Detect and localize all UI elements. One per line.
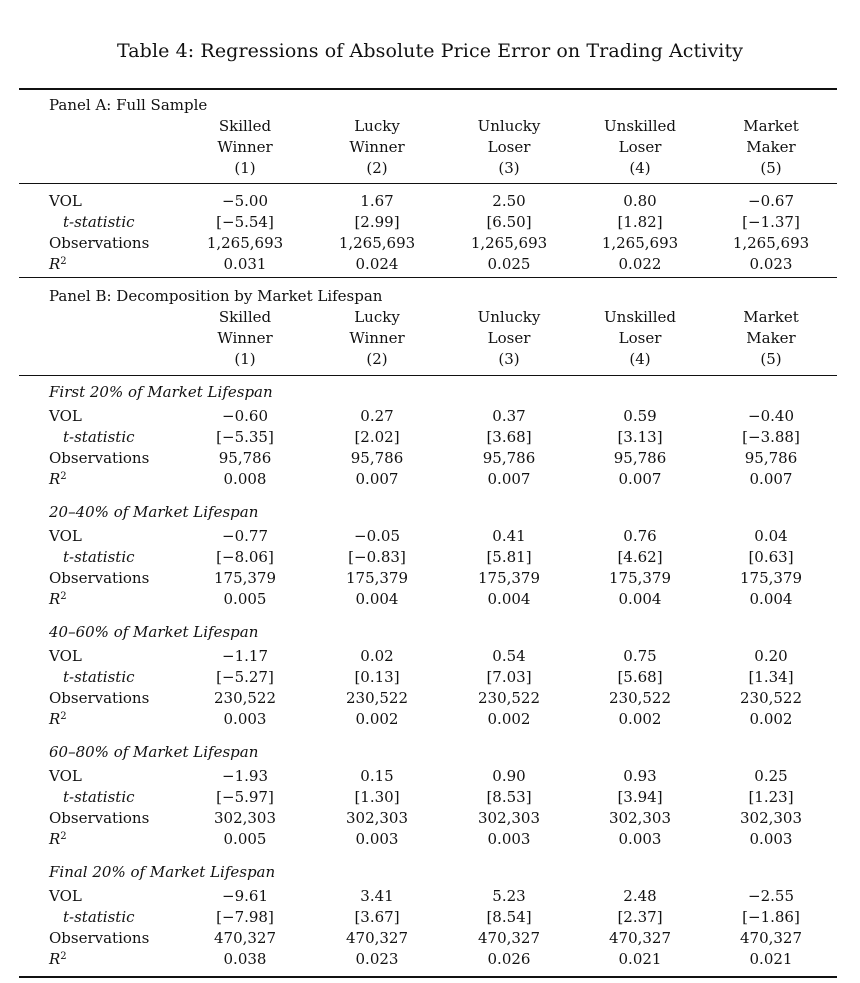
r2-row-cell: 0.002 (355, 710, 399, 728)
r2-row-cell: 0.003 (618, 830, 662, 848)
column-header-num: (5) (760, 159, 782, 177)
panel-a-observations-row (0, 233, 860, 254)
observations-row-cell: 95,786 (613, 449, 667, 467)
vol-row-cell: −0.40 (748, 407, 794, 425)
tstat-row-label: t-statistic (63, 908, 135, 926)
column-header-line1: Market (743, 117, 799, 135)
vol-row-cell: −0.67 (748, 192, 794, 210)
r2-row-cell: 0.025 (487, 255, 531, 273)
r2-superscript: 2 (60, 471, 67, 482)
r2-row-cell: 0.003 (487, 830, 531, 848)
section-1-tstat-row (0, 427, 860, 448)
tstat-row-cell: [3.67] (354, 908, 400, 926)
tstat-row-cell: [1.82] (617, 213, 663, 231)
panel-a-bottom-rule (19, 277, 837, 278)
observations-row-label: Observations (49, 689, 150, 707)
tstat-row-cell: [1.34] (748, 668, 794, 686)
column-header-line2: Winner (349, 138, 405, 156)
bottom-rule (19, 976, 837, 978)
r2-row-cell: 0.031 (223, 255, 267, 273)
tstat-row-label: t-statistic (63, 213, 135, 231)
column-header-line1: Lucky (354, 117, 400, 135)
tstat-row-cell: [3.68] (486, 428, 532, 446)
column-header-line1: Market (743, 308, 799, 326)
tstat-row-cell: [6.50] (486, 213, 532, 231)
tstat-row-cell: [3.94] (617, 788, 663, 806)
tstat-row-cell: [−0.83] (348, 548, 406, 566)
r2-superscript: 2 (60, 256, 67, 267)
column-header-line2: Winner (349, 329, 405, 347)
tstat-row-cell: [−1.86] (742, 908, 800, 926)
tstat-row-cell: [2.99] (354, 213, 400, 231)
tstat-row-label: t-statistic (63, 668, 135, 686)
panel-a-header-row-2 (0, 137, 860, 158)
tstat-row-cell: [−8.06] (216, 548, 274, 566)
column-header-num: (1) (234, 350, 256, 368)
vol-row-cell: 1.67 (360, 192, 394, 210)
panel-a-title-row (0, 95, 860, 116)
column-header-line1: Skilled (218, 308, 272, 326)
r2-row-cell: 0.002 (487, 710, 531, 728)
r2-row-cell: 0.007 (355, 470, 399, 488)
column-header-line2: Loser (487, 138, 531, 156)
column-header-num: (5) (760, 350, 782, 368)
r2-superscript: 2 (60, 831, 67, 842)
vol-row-cell: 0.41 (492, 527, 526, 545)
tstat-row-cell: [−1.37] (742, 213, 800, 231)
panel-a-r2-row (0, 254, 860, 275)
r2-row-cell: 0.003 (355, 830, 399, 848)
tstat-row-cell: [−5.35] (216, 428, 274, 446)
r2-row-cell: 0.005 (223, 590, 267, 608)
section-title: 60–80% of Market Lifespan (49, 743, 259, 761)
r2-base: R (49, 830, 61, 848)
vol-row-cell: 0.02 (360, 647, 394, 665)
r2-row-cell: 0.005 (223, 830, 267, 848)
r2-row-cell: 0.038 (223, 950, 267, 968)
r2-row-cell: 0.007 (487, 470, 531, 488)
section-title: 40–60% of Market Lifespan (49, 623, 259, 641)
r2-row-label (49, 254, 67, 275)
column-header-line1: Lucky (354, 308, 400, 326)
observations-row-label: Observations (49, 809, 150, 827)
section-5-observations-row (0, 928, 860, 949)
r2-superscript: 2 (60, 711, 67, 722)
observations-row-cell: 1,265,693 (338, 234, 416, 252)
r2-row-cell: 0.021 (749, 950, 793, 968)
section-1-r2-row (0, 469, 860, 490)
observations-row-cell: 302,303 (608, 809, 672, 827)
panel-a-tstat-row (0, 212, 860, 233)
tstat-row-cell: [3.13] (617, 428, 663, 446)
section-5-tstat-row (0, 907, 860, 928)
r2-superscript: 2 (60, 951, 67, 962)
observations-row-cell: 95,786 (744, 449, 798, 467)
tstat-row-label: t-statistic (63, 428, 135, 446)
vol-row-cell: 0.93 (623, 767, 657, 785)
observations-row-cell: 302,303 (477, 809, 541, 827)
vol-row-cell: 3.41 (360, 887, 394, 905)
tstat-row-cell: [4.62] (617, 548, 663, 566)
column-header-line2: Maker (746, 138, 796, 156)
r2-row-cell: 0.007 (618, 470, 662, 488)
section-title: First 20% of Market Lifespan (49, 383, 273, 401)
column-header-line2: Loser (618, 138, 662, 156)
column-header-line2: Winner (217, 138, 273, 156)
column-header-line1: Skilled (218, 117, 272, 135)
section-title-row (0, 742, 860, 763)
observations-row-cell: 470,327 (608, 929, 672, 947)
r2-base: R (49, 255, 61, 273)
observations-row-label: Observations (49, 449, 150, 467)
section-title: 20–40% of Market Lifespan (49, 503, 259, 521)
panel-a-header-row-1 (0, 116, 860, 137)
r2-row-cell: 0.007 (749, 470, 793, 488)
r2-base: R (49, 590, 61, 608)
observations-row-cell: 230,522 (345, 689, 409, 707)
vol-row-cell: 0.90 (492, 767, 526, 785)
vol-row-cell: −1.17 (222, 647, 268, 665)
observations-row-cell: 1,265,693 (206, 234, 284, 252)
section-2-vol-row (0, 526, 860, 547)
vol-row-cell: 0.37 (492, 407, 526, 425)
section-2-r2-row (0, 589, 860, 610)
tstat-row-label: t-statistic (63, 788, 135, 806)
vol-row-cell: −0.77 (222, 527, 268, 545)
observations-row-label: Observations (49, 569, 150, 587)
r2-row-cell: 0.004 (355, 590, 399, 608)
section-title-row (0, 862, 860, 883)
observations-row-cell: 95,786 (350, 449, 404, 467)
top-rule (19, 88, 837, 90)
vol-row-label: VOL (49, 767, 82, 785)
column-header-line1: Unlucky (477, 117, 541, 135)
observations-row-cell: 470,327 (739, 929, 803, 947)
tstat-row-cell: [0.63] (748, 548, 794, 566)
tstat-row-cell: [−7.98] (216, 908, 274, 926)
column-header-line1: Unskilled (604, 308, 676, 326)
tstat-row-cell: [−5.27] (216, 668, 274, 686)
tstat-row-cell: [2.02] (354, 428, 400, 446)
vol-row-cell: 0.59 (623, 407, 657, 425)
observations-row-label: Observations (49, 234, 150, 252)
observations-row-cell: 95,786 (218, 449, 272, 467)
r2-superscript: 2 (60, 591, 67, 602)
column-header-num: (3) (498, 350, 520, 368)
section-3-tstat-row (0, 667, 860, 688)
vol-row-cell: 0.75 (623, 647, 657, 665)
vol-row-cell: 2.48 (623, 887, 657, 905)
r2-base: R (49, 950, 61, 968)
observations-row-cell: 175,379 (739, 569, 803, 587)
observations-row-cell: 470,327 (213, 929, 277, 947)
section-5-vol-row (0, 886, 860, 907)
observations-row-cell: 175,379 (477, 569, 541, 587)
section-4-r2-row (0, 829, 860, 850)
section-title-row (0, 502, 860, 523)
section-3-vol-row (0, 646, 860, 667)
column-header-line1: Unlucky (477, 308, 541, 326)
vol-row-cell: 2.50 (492, 192, 526, 210)
section-2-tstat-row (0, 547, 860, 568)
section-4-tstat-row (0, 787, 860, 808)
section-title-row (0, 382, 860, 403)
r2-row-cell: 0.003 (749, 830, 793, 848)
observations-row-cell: 470,327 (477, 929, 541, 947)
r2-base: R (49, 470, 61, 488)
r2-row-cell: 0.003 (223, 710, 267, 728)
table-caption: Table 4: Regressions of Absolute Price Error on Trading Activity (116, 40, 744, 62)
panel-b-title-row (0, 286, 860, 307)
vol-row-cell: 0.27 (360, 407, 394, 425)
vol-row-cell: 0.25 (754, 767, 788, 785)
column-header-line1: Unskilled (604, 117, 676, 135)
observations-row-cell: 1,265,693 (470, 234, 548, 252)
vol-row-cell: −1.93 (222, 767, 268, 785)
observations-row-cell: 302,303 (213, 809, 277, 827)
tstat-row-cell: [5.68] (617, 668, 663, 686)
section-5-r2-row (0, 949, 860, 970)
observations-row-cell: 1,265,693 (732, 234, 810, 252)
panel-a-header-row-3 (0, 158, 860, 179)
column-header-num: (1) (234, 159, 256, 177)
vol-row-cell: 0.54 (492, 647, 526, 665)
r2-row-cell: 0.008 (223, 470, 267, 488)
tstat-row-cell: [−5.54] (216, 213, 274, 231)
panel-b-header-rule (19, 375, 837, 376)
vol-row-label: VOL (49, 407, 82, 425)
r2-row-cell: 0.004 (618, 590, 662, 608)
panel-b-header-row-1 (0, 307, 860, 328)
tstat-row-cell: [−5.97] (216, 788, 274, 806)
vol-row-cell: 0.20 (754, 647, 788, 665)
vol-row-cell: 0.15 (360, 767, 394, 785)
panel-b-title: Panel B: Decomposition by Market Lifespan (49, 287, 383, 305)
panel-b-header-row-3 (0, 349, 860, 370)
panel-a-vol-row (0, 191, 860, 212)
section-title-row (0, 622, 860, 643)
tstat-row-cell: [1.30] (354, 788, 400, 806)
vol-row-cell: −9.61 (222, 887, 268, 905)
section-1-observations-row (0, 448, 860, 469)
r2-row-cell: 0.004 (487, 590, 531, 608)
observations-row-cell: 230,522 (608, 689, 672, 707)
r2-row-cell: 0.022 (618, 255, 662, 273)
observations-row-cell: 175,379 (213, 569, 277, 587)
vol-row-cell: 0.76 (623, 527, 657, 545)
section-3-r2-row (0, 709, 860, 730)
vol-row-label: VOL (49, 647, 82, 665)
column-header-num: (4) (629, 159, 651, 177)
vol-row-cell: −0.05 (354, 527, 400, 545)
observations-row-cell: 95,786 (482, 449, 536, 467)
tstat-row-cell: [1.23] (748, 788, 794, 806)
r2-row-cell: 0.002 (618, 710, 662, 728)
vol-row-label: VOL (49, 527, 82, 545)
section-4-observations-row (0, 808, 860, 829)
vol-row-cell: −0.60 (222, 407, 268, 425)
observations-row-cell: 230,522 (477, 689, 541, 707)
observations-row-cell: 470,327 (345, 929, 409, 947)
panel-a-header-rule (19, 183, 837, 184)
r2-row-cell: 0.023 (355, 950, 399, 968)
column-header-num: (2) (366, 350, 388, 368)
observations-row-cell: 175,379 (608, 569, 672, 587)
observations-row-cell: 230,522 (739, 689, 803, 707)
panel-b-header-row-2 (0, 328, 860, 349)
r2-row-label (49, 469, 67, 490)
r2-row-cell: 0.024 (355, 255, 399, 273)
tstat-row-cell: [7.03] (486, 668, 532, 686)
tstat-row-label: t-statistic (63, 548, 135, 566)
section-title: Final 20% of Market Lifespan (49, 863, 276, 881)
observations-row-cell: 230,522 (213, 689, 277, 707)
vol-row-cell: 0.04 (754, 527, 788, 545)
observations-row-label: Observations (49, 929, 150, 947)
tstat-row-cell: [5.81] (486, 548, 532, 566)
column-header-line2: Loser (618, 329, 662, 347)
r2-row-cell: 0.021 (618, 950, 662, 968)
section-2-observations-row (0, 568, 860, 589)
column-header-num: (2) (366, 159, 388, 177)
vol-row-label: VOL (49, 192, 82, 210)
section-4-vol-row (0, 766, 860, 787)
tstat-row-cell: [2.37] (617, 908, 663, 926)
section-1-vol-row (0, 406, 860, 427)
r2-row-label (49, 949, 67, 970)
column-header-num: (4) (629, 350, 651, 368)
tstat-row-cell: [8.53] (486, 788, 532, 806)
r2-base: R (49, 710, 61, 728)
r2-row-cell: 0.023 (749, 255, 793, 273)
observations-row-cell: 1,265,693 (601, 234, 679, 252)
vol-row-label: VOL (49, 887, 82, 905)
section-3-observations-row (0, 688, 860, 709)
observations-row-cell: 302,303 (739, 809, 803, 827)
vol-row-cell: 0.80 (623, 192, 657, 210)
vol-row-cell: −5.00 (222, 192, 268, 210)
panel-a-title: Panel A: Full Sample (49, 96, 208, 114)
tstat-row-cell: [0.13] (354, 668, 400, 686)
observations-row-cell: 302,303 (345, 809, 409, 827)
column-header-line2: Winner (217, 329, 273, 347)
r2-row-cell: 0.002 (749, 710, 793, 728)
r2-row-cell: 0.004 (749, 590, 793, 608)
vol-row-cell: −2.55 (748, 887, 794, 905)
r2-row-cell: 0.026 (487, 950, 531, 968)
column-header-line2: Maker (746, 329, 796, 347)
column-header-num: (3) (498, 159, 520, 177)
column-header-line2: Loser (487, 329, 531, 347)
tstat-row-cell: [8.54] (486, 908, 532, 926)
vol-row-cell: 5.23 (492, 887, 526, 905)
r2-row-label (49, 829, 67, 850)
r2-row-label (49, 589, 67, 610)
tstat-row-cell: [−3.88] (742, 428, 800, 446)
observations-row-cell: 175,379 (345, 569, 409, 587)
r2-row-label (49, 709, 67, 730)
